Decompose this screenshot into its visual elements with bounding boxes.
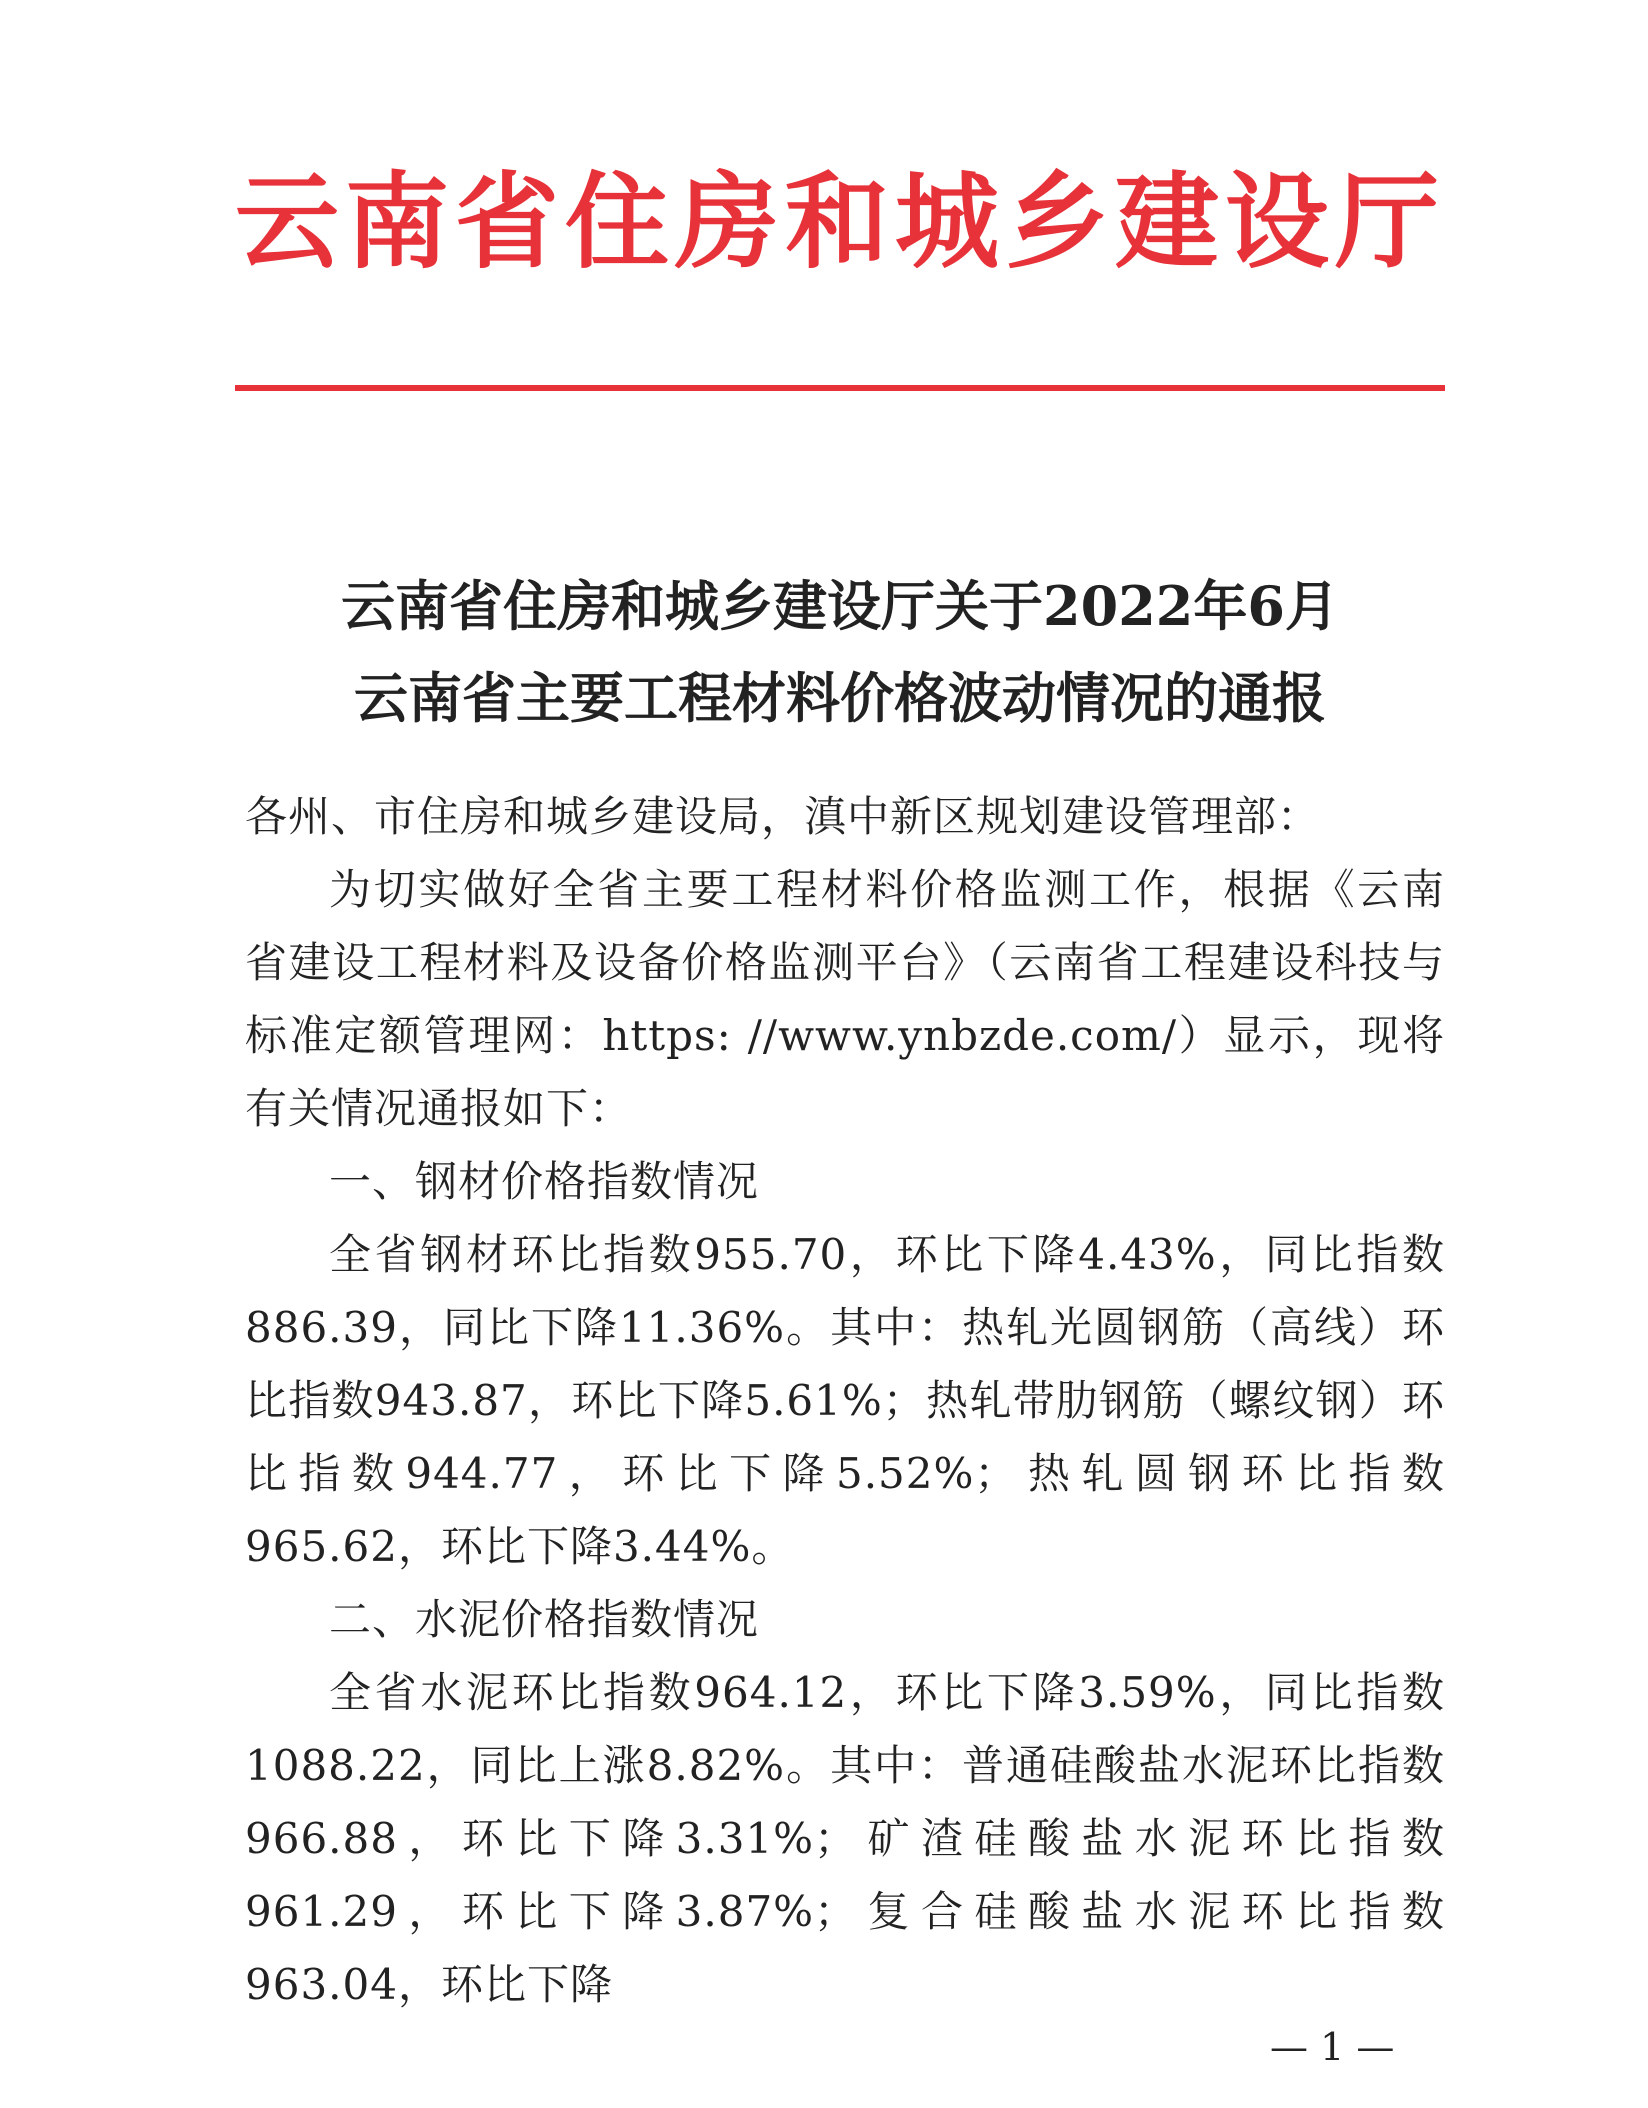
section-2-heading: 二、水泥价格指数情况 <box>329 1595 760 1644</box>
section-2-paragraph: 全省水泥环比指数964.12，环比下降3.59%，同比指数1088.22，同比上涨8.82%。其中：普通硅酸盐水泥环比指数966.88，环比下降3.31%；矿渣硅酸盐水泥环比指数961.29，环比下降3.87%；复合硅酸盐水泥环比指数963.04，环比下降 <box>245 1668 1445 2009</box>
section-1-heading: 一、钢材价格指数情况 <box>329 1157 760 1206</box>
red-divider <box>235 385 1445 391</box>
masthead-title: 云南省住房和城乡建设厅 <box>234 160 1445 283</box>
document-title <box>230 560 1450 744</box>
salutation: 各州、市住房和城乡建设局，滇中新区规划建设管理部： <box>245 792 1321 841</box>
section-1-paragraph: 全省钢材环比指数955.70，环比下降4.43%，同比指数886.39，同比下降11.36%。其中：热轧光圆钢筋（高线）环比指数943.87，环比下降5.61%；热轧带肋钢筋（螺纹钢）环比指数944.77，环比下降5.52%；热轧圆钢环比指数965.62，环比下降3.44%。 <box>245 1230 1445 1571</box>
title-line-1: 云南省住房和城乡建设厅关于2022年6月 <box>341 574 1339 638</box>
page-number: — 1 — <box>1270 2025 1395 2069</box>
intro-paragraph: 为切实做好全省主要工程材料价格监测工作，根据《云南省建设工程材料及设备价格监测平台》（云南省工程建设科技与标准定额管理网：https: //www.ynbzde.com/）显示，现将有关情况通报如下： <box>245 865 1445 1133</box>
title-line-2: 云南省主要工程材料价格波动情况的通报 <box>354 666 1326 730</box>
document-body <box>245 780 1445 2021</box>
